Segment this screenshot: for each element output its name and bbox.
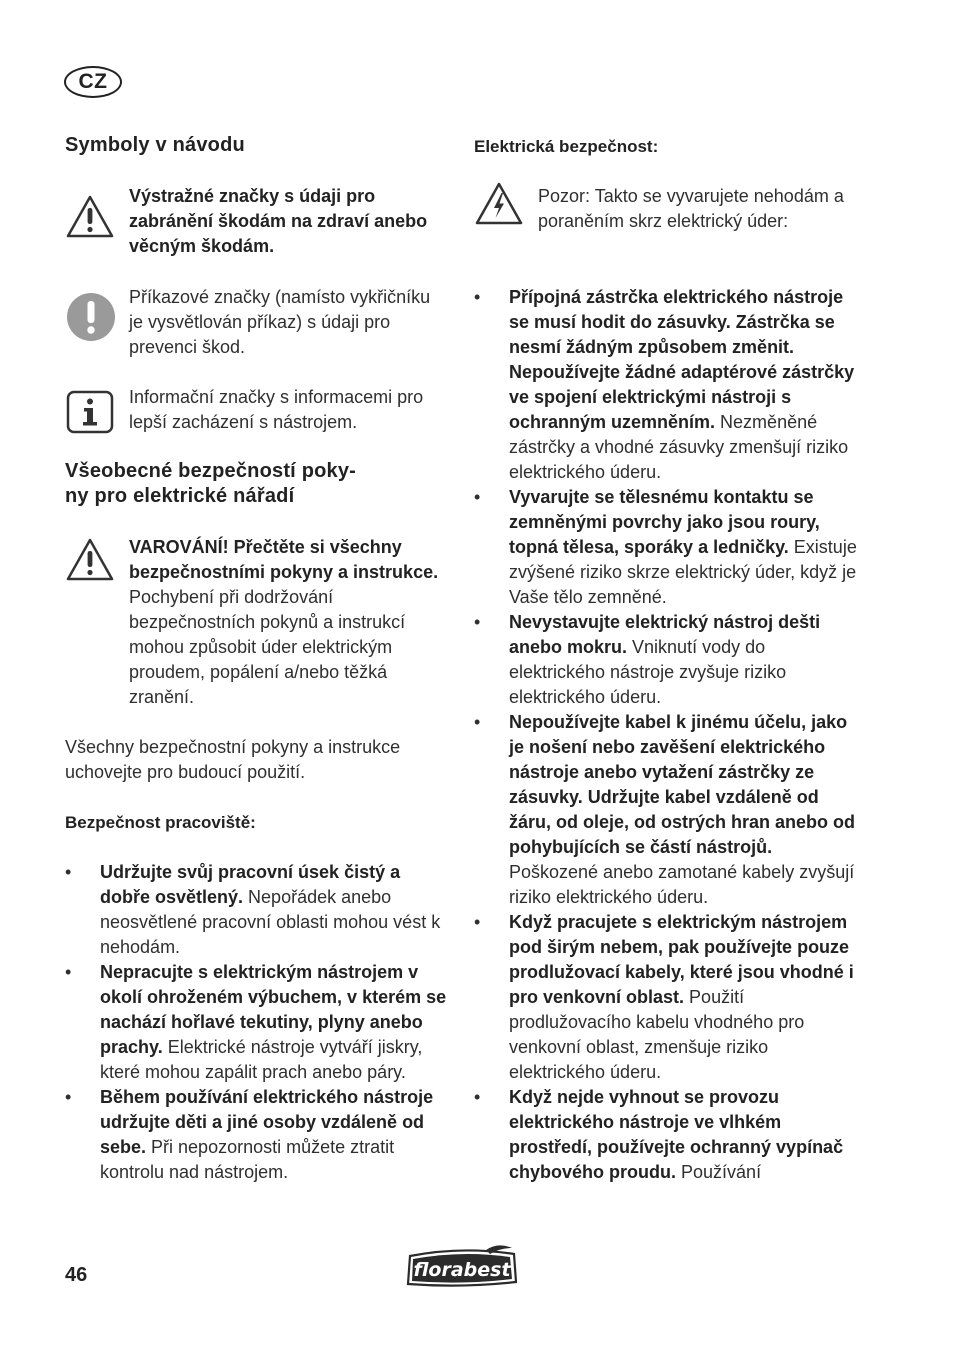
symbol-info-text: Informační značky s informacemi pro lepší zacházení s nástrojem. — [129, 387, 424, 432]
list-item — [65, 860, 451, 960]
list-item — [474, 710, 859, 910]
list-item — [474, 485, 859, 610]
workplace-safety-list — [65, 860, 451, 1185]
bullet-icon: • — [474, 487, 481, 507]
list-item-bold: Nepracujte s elektrickým nástrojem v okolí ohroženém výbuchem, v kterém se nachází hořlavé tekutiny, plyny anebo prachy. — [100, 962, 447, 1057]
list-item-text: Při nepozornosti můžete ztratit kontrolu nad nástrojem. — [100, 1137, 395, 1182]
bullet-icon: • — [474, 912, 481, 932]
list-item — [65, 1085, 451, 1185]
command-circle-icon — [66, 292, 116, 342]
general-safety-heading-line2: ny pro elektrické nářadí — [65, 485, 295, 507]
list-item-text: Poškozené anebo zamotané kabely zvyšují riziko elektrického úderu. — [509, 862, 855, 907]
bullet-icon: • — [65, 862, 72, 882]
language-badge: CZ — [64, 66, 122, 98]
list-item-bold: Přípojná zástrčka elektrického nástroje se musí hodit do zásuvky. Zástrčka se nesmí žádným způsobem změnit. Nepoužívejte žádné adaptérové zástrčky ve spojení elektrickými nástroji s ochranným uzemněním. — [509, 287, 855, 432]
list-item-bold: Nevystavujte elektrický nástroj dešti anebo mokru. — [509, 612, 821, 657]
list-item — [65, 960, 451, 1085]
info-icon — [66, 390, 114, 434]
florabest-logo — [404, 1244, 520, 1290]
bullet-icon: • — [65, 962, 72, 982]
list-item — [474, 1085, 859, 1185]
bullet-icon: • — [474, 712, 481, 732]
list-item-bold: Nepoužívejte kabel k jinému účelu, jako je nošení nebo zavěšení elektrického nástroje anebo vytažení zástrčky ze zásuvky. Udržujte kabel vzdáleně od žáru, od oleje, od ostrých hran anebo od pohybujících se částí nástrojů. — [509, 712, 856, 857]
symbol-warning-text: Výstražné značky s údaji pro zabránění škodám na zdraví anebo věcným škodám. — [129, 186, 428, 256]
list-item-text: Nezměněné zástrčky a vhodné zásuvky zmenšují riziko elektrického úderu. — [509, 412, 849, 482]
bullet-icon: • — [474, 1087, 481, 1107]
list-item-bold: Když nejde vyhnout se provozu elektrického nástroje ve vlhkém prostředí, používejte ochranný vypínač chybového proudu. — [509, 1087, 844, 1182]
workplace-safety-heading: Bezpečnost pracoviště: — [65, 813, 256, 832]
list-item-bold: Když pracujete s elektrickým nástrojem pod širým nebem, pak používejte pouze prodlužovací kabely, které jsou vhodné i pro venkovní oblast. — [509, 912, 854, 1007]
electrical-warning-text: Pozor: Takto se vyvarujete nehodám a poraněním skrz elektrický úder: — [538, 186, 844, 231]
general-warning-bold: VAROVÁNÍ! Přečtěte si všechny bezpečnostními pokyny a instrukce. — [129, 537, 439, 582]
warning-triangle-icon — [65, 537, 115, 583]
general-safety-heading-line1: Všeobecné bezpečností poky- — [65, 460, 357, 482]
list-item-bold: Vyvarujte se tělesnému kontaktu se zemněnými povrchy jako jsou roury, topná tělesa, sporáky a ledničky. — [509, 487, 820, 557]
symbol-command-text: Příkazové značky (namísto vykřičníku je vysvětlován příkaz) s údaji pro prevenci škod. — [129, 287, 431, 357]
list-item-text: Elektrické nástroje vytváří jiskry, které mohou zapálit prach anebo páry. — [100, 1037, 423, 1082]
bullet-icon: • — [474, 612, 481, 632]
electric-shock-warning-icon — [474, 181, 524, 227]
warning-triangle-icon — [65, 194, 115, 240]
list-item — [474, 285, 859, 485]
electrical-safety-list — [474, 285, 859, 1185]
list-item-text: Vniknutí vody do elektrického nástroje zvyšuje riziko elektrického úderu. — [509, 637, 787, 707]
page-number: 46 — [65, 1264, 88, 1286]
general-warning-text — [129, 535, 449, 710]
symbols-heading: Symboly v návodu — [65, 134, 245, 156]
bullet-icon: • — [474, 287, 481, 307]
logo-wordmark: florabest — [413, 1259, 511, 1281]
bullet-icon: • — [65, 1087, 72, 1107]
list-item-bold: Udržujte svůj pracovní úsek čistý a dobře osvětlený. — [100, 862, 401, 907]
general-warning-normal: Pochybení při dodržování bezpečnostních pokynů a instrukcí mohou způsobit úder elektrickým proudem, popálení a/nebo těžká zranění. — [129, 587, 406, 707]
keep-instructions-text: Všechny bezpečnostní pokyny a instrukce uchovejte pro budoucí použití. — [65, 737, 401, 782]
list-item-text: Nepořádek anebo neosvětlené pracovní oblasti mohou vést k nehodám. — [100, 887, 441, 957]
list-item-text: Použití prodlužovacího kabelu vhodného pro venkovní oblast, zmenšuje riziko elektrického úderu. — [509, 987, 805, 1082]
list-item-text: Používání — [676, 1162, 762, 1182]
electrical-safety-heading: Elektrická bezpečnost: — [474, 137, 659, 156]
list-item-text: Existuje zvýšené riziko skrze elektrický úder, když je Vaše tělo zemněné. — [509, 537, 857, 607]
list-item — [474, 610, 859, 710]
list-item — [474, 910, 859, 1085]
general-safety-heading — [65, 459, 450, 509]
list-item-bold: Během používání elektrického nástroje udržujte děti a jiné osoby vzdáleně od sebe. — [100, 1087, 434, 1157]
